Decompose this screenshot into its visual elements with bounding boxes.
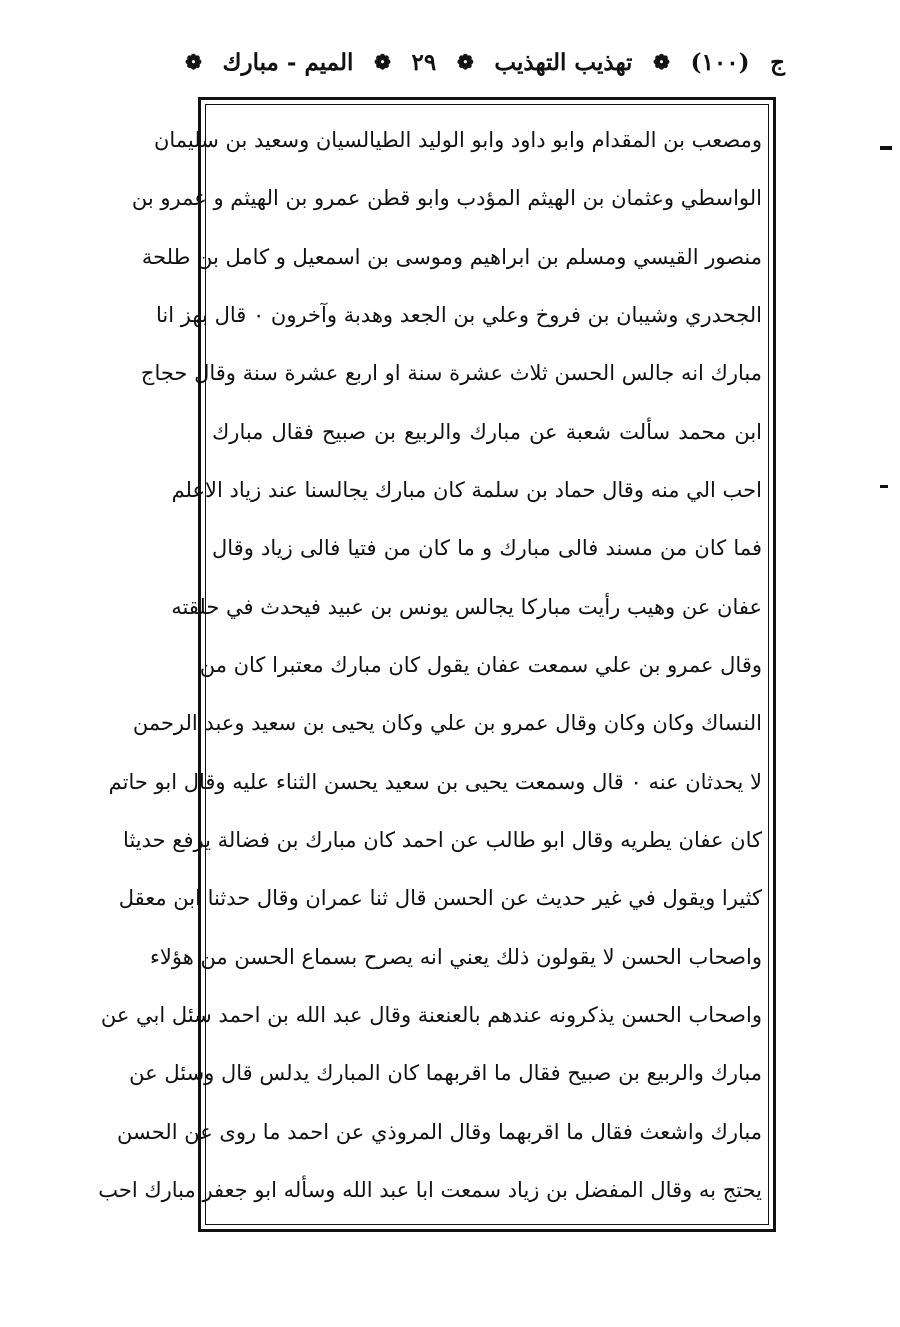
text-line: كثيرا ويقول في غير حديث عن الحسن قال ثنا عمران وقال حدثنا ابن معقل (118, 886, 762, 911)
text-line: وقال عمرو بن علي سمعت عفان يقول كان مبارك معتبرا كان من (199, 652, 762, 677)
volume-letter: ج (770, 48, 785, 76)
text-line: منصور القيسي ومسلم بن ابراهيم وموسى بن اسمعيل و كامل بن طلحة (141, 244, 762, 269)
text-line: عفان عن وهيب رأيت مباركا يجالس يونس بن عبيد فيحدث في حلقته (171, 594, 762, 619)
margin-mark (880, 146, 892, 150)
text-line: الواسطي وعثمان بن الهيثم المؤدب وابو قطن عمرو بن الهيثم و عمرو بن (131, 186, 762, 211)
text-line: واصحاب الحسن يذكرونه عندهم بالعنعنة وقال عبد الله بن احمد سئل ابي عن (100, 1002, 762, 1027)
text-line: فما كان من مسند فالى مبارك و ما كان من فتيا فالى زياد وقال (212, 536, 762, 561)
text-line: مبارك والربيع بن صبيح فقال ما اقربهما كان المبارك يدلس قال وسئل عن (129, 1061, 762, 1086)
book-title: تهذيب التهذيب (494, 48, 633, 76)
ornament-icon: ❁ (374, 50, 391, 74)
text-line: ابن محمد سألت شعبة عن مبارك والربيع بن صبيح فقال مبارك (212, 419, 762, 444)
ornament-icon: ❁ (185, 50, 202, 74)
text-line: مبارك واشعث فقال ما اقربهما وقال المروذي عن احمد ما روى عن الحسن (117, 1119, 762, 1144)
text-line: واصحاب الحسن لا يقولون ذلك يعني انه يصرح بسماع الحسن من هؤلاء (150, 944, 762, 969)
section-title: الميم - مبارك (222, 48, 354, 76)
text-line: يحتج به وقال المفضل بن زياد سمعت ابا عبد الله وسأله ابو جعفر مبارك احب (98, 1177, 762, 1202)
entry-number: ٢٩ (411, 48, 437, 76)
text-line: ومصعب بن المقدام وابو داود وابو الوليد الطيالسيان وسعيد بن سليمان (153, 128, 762, 152)
page-number: (١٠٠) (690, 48, 750, 76)
ornament-icon: ❁ (456, 50, 474, 74)
text-line: لا يحدثان عنه ٠ قال وسمعت يحيى بن سعيد يحسن الثناء عليه وقال ابو حاتم (108, 769, 762, 794)
running-header (185, 42, 785, 82)
text-line: كان عفان يطريه وقال ابو طالب عن احمد كان مبارك بن فضالة يرفع حديثا (123, 827, 762, 852)
text-line: الجحدري وشيبان بن فروخ وعلي بن الجعد وهدبة وآخرون ٠ قال بهز انا (156, 302, 762, 327)
text-line: مبارك انه جالس الحسن ثلاث عشرة سنة او اربع عشرة سنة وقال حجاج (140, 361, 762, 386)
ornament-icon: ❁ (653, 50, 670, 74)
body-text (98, 120, 762, 1210)
text-line: احب الي منه وقال حماد بن سلمة كان مبارك يجالسنا عند زياد الاعلم (171, 477, 762, 502)
text-line: النساك وكان وكان وقال عمرو بن علي وكان يحيى بن سعيد وعبد الرحمن (132, 711, 762, 736)
margin-mark (880, 485, 888, 488)
